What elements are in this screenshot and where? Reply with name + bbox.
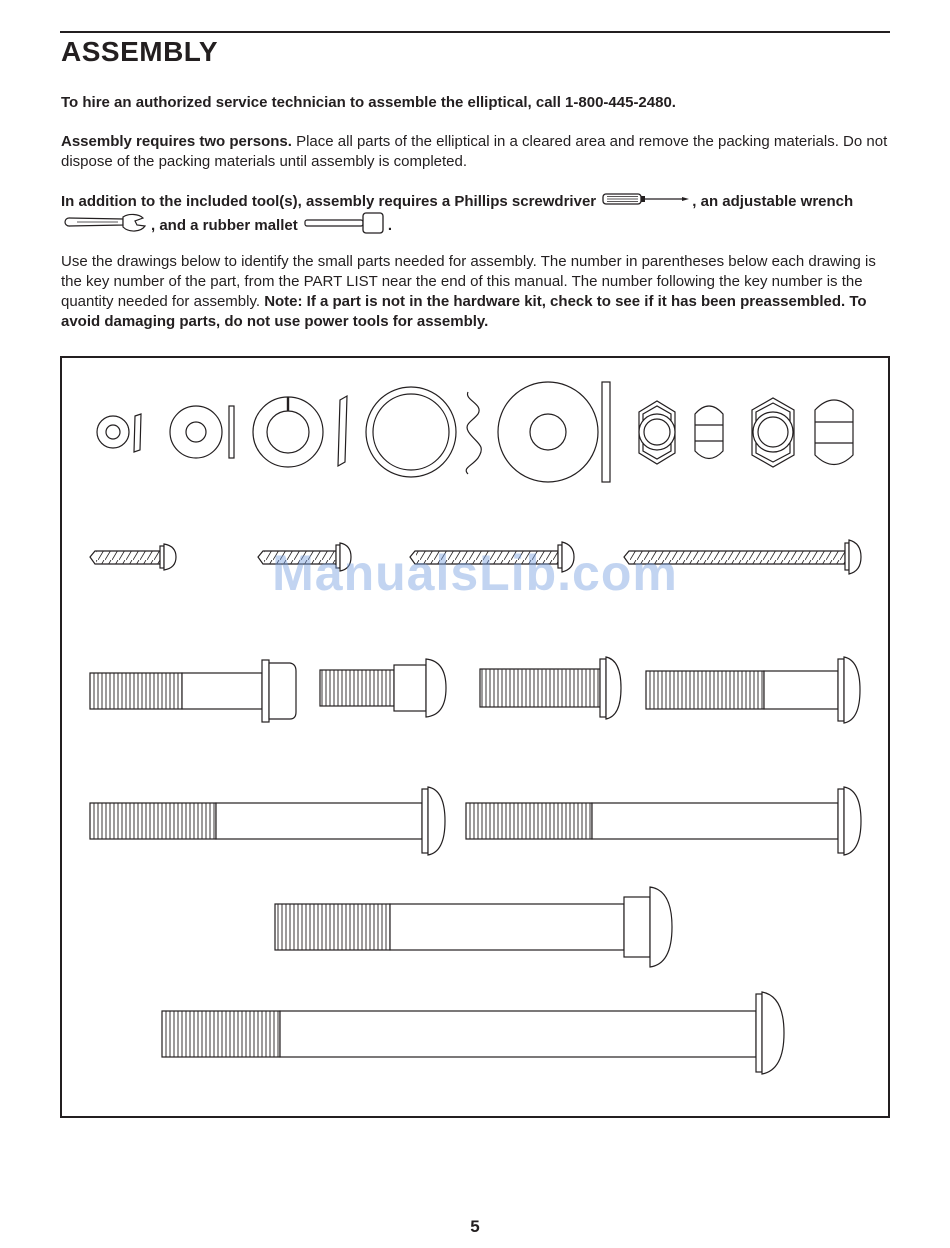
small-washer [170, 406, 234, 458]
bolt-long-a [90, 787, 445, 855]
bolt-long-b [466, 787, 861, 855]
identify-text: Use the drawings below to identify the small parts needed for assembly. The number in parentheses below each drawing is the key number of the part, from the PART LIST near the end of this manual. The number following the key number is the quantity needed for assembly. [61, 253, 876, 310]
page-number: 5 [470, 1217, 480, 1236]
tools-text-a: In addition to the included tool(s), assembly requires a Phillips screwdriver [61, 193, 597, 210]
large-nylon-locknut [752, 398, 853, 467]
tools-text-c: , and a rubber mallet [151, 217, 298, 234]
large-flat-washer [498, 382, 610, 482]
persons-bold: Assembly requires two persons. [61, 133, 292, 150]
small-nylon-locknut [639, 401, 723, 464]
bolt-patch-short [320, 659, 446, 717]
bolt-threaded-short [480, 657, 621, 719]
page-title: ASSEMBLY [61, 36, 219, 67]
bolt-shoulder-short [90, 660, 296, 722]
large-lock-washer [253, 396, 347, 467]
bolt-extra-long [162, 992, 784, 1074]
tools-text-b: , an adjustable wrench [692, 193, 854, 210]
service-text: To hire an authorized service technician to assemble the elliptical, call 1-800-445-2480. [61, 94, 676, 111]
carriage-bolt [275, 887, 672, 967]
persons-text: Place all parts of the elliptical in a cleared area and remove the packing materials. Do not dispose of the packing materials until assembly is completed. [61, 133, 888, 170]
bolt-shoulder-medium [646, 657, 860, 723]
identify-note: Note: If a part is not in the hardware kit, check to see if it has been preassembled. To avoid damaging parts, do not use power tools for assembly. [61, 293, 867, 330]
tools-text-d: . [387, 217, 393, 234]
small-lock-washer [97, 414, 141, 452]
wave-washer [366, 387, 481, 477]
watermark: ManualsLib.com [272, 545, 678, 601]
